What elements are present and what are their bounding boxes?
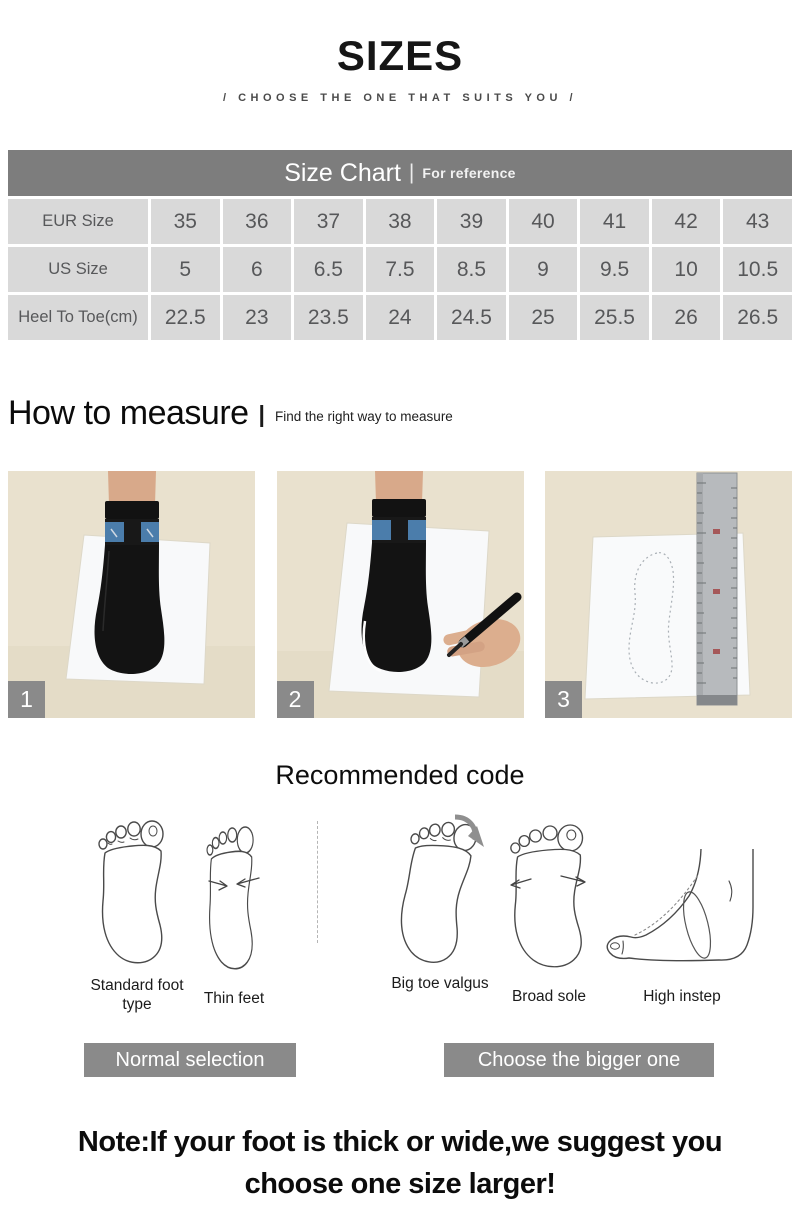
recommended-code-title: Recommended code [275, 760, 525, 790]
size-cell: 26 [649, 292, 721, 340]
size-cell: 39 [434, 199, 506, 244]
measure-steps [8, 471, 792, 718]
how-to-measure-separator: | [258, 401, 265, 427]
foot-type-high-instep [596, 817, 768, 1006]
size-note-line1: Note:If your foot is thick or wide,we suggest you [77, 1126, 723, 1158]
size-note [0, 1121, 800, 1205]
how-to-measure-title: How to measure [8, 394, 249, 432]
high-instep-icon [601, 849, 763, 969]
step3-ruler-measure-image [545, 471, 792, 718]
foot-type-label: Standard foot type [90, 977, 184, 1014]
size-cell: 24 [363, 292, 435, 340]
measure-photo-1 [8, 471, 255, 718]
size-cell: 40 [506, 199, 578, 244]
dashed-divider [317, 821, 318, 943]
how-to-measure-header [8, 394, 792, 433]
big-toe-valgus-icon [391, 813, 489, 965]
step2-trace-outline-image [277, 471, 524, 718]
size-cell: 42 [649, 199, 721, 244]
size-cell: 9.5 [577, 244, 649, 292]
size-cell: 43 [720, 199, 792, 244]
foot-type-valgus [390, 813, 490, 993]
size-cell: 25.5 [577, 292, 649, 340]
page-subtitle: / CHOOSE THE ONE THAT SUITS YOU / [222, 92, 578, 104]
row-label: US Size [8, 244, 148, 292]
measure-photo-3 [545, 471, 792, 718]
thin-foot-icon [197, 823, 271, 971]
size-cell: 10 [649, 244, 721, 292]
step1-foot-on-paper-image [8, 471, 255, 718]
row-label: Heel To Toe(cm) [8, 292, 148, 340]
size-cell: 23 [220, 292, 292, 340]
foot-type-label: Thin feet [203, 990, 265, 1007]
foot-type-broad [492, 817, 606, 1006]
foot-type-diagrams [0, 809, 800, 1029]
broad-sole-icon [499, 821, 599, 969]
how-to-measure-subtitle: Find the right way to measure [274, 409, 453, 424]
size-cell: 6 [220, 244, 292, 292]
size-cell: 6.5 [291, 244, 363, 292]
foot-type-label: High instep [643, 988, 721, 1005]
size-chart-title: Size Chart [284, 158, 401, 187]
normal-selection-label: Normal selection [84, 1043, 296, 1077]
size-chart-header [8, 150, 792, 196]
size-chart-separator: | [408, 161, 415, 184]
size-cell: 35 [148, 199, 220, 244]
size-cell: 7.5 [363, 244, 435, 292]
standard-foot-icon [92, 817, 182, 967]
table-row-heeltoe [8, 292, 792, 340]
size-cell: 25 [506, 292, 578, 340]
size-guide-page [0, 32, 800, 1205]
page-title: SIZES [336, 32, 464, 79]
size-cell: 36 [220, 199, 292, 244]
foot-type-thin [188, 819, 280, 1008]
size-cell: 38 [363, 199, 435, 244]
measure-photo-2 [277, 471, 524, 718]
foot-type-label: Big toe valgus [391, 975, 489, 992]
size-cell: 22.5 [148, 292, 220, 340]
size-note-line2: choose one size larger! [244, 1168, 556, 1201]
step-number-badge: 3 [545, 681, 582, 718]
table-row-eur [8, 199, 792, 244]
row-label: EUR Size [8, 199, 148, 244]
size-cell: 24.5 [434, 292, 506, 340]
recommendation-buttons [0, 1043, 800, 1077]
size-cell: 26.5 [720, 292, 792, 340]
size-cell: 9 [506, 244, 578, 292]
choose-bigger-label: Choose the bigger one [444, 1043, 714, 1077]
size-chart-note: For reference [422, 165, 516, 181]
foot-type-standard [76, 815, 198, 1015]
size-chart-section [8, 150, 792, 340]
page-header [0, 32, 800, 104]
size-cell: 5 [148, 244, 220, 292]
size-cell: 8.5 [434, 244, 506, 292]
step-number-badge: 1 [8, 681, 45, 718]
size-cell: 41 [577, 199, 649, 244]
foot-type-label: Broad sole [511, 988, 587, 1005]
size-cell: 10.5 [720, 244, 792, 292]
step-number-badge: 2 [277, 681, 314, 718]
table-row-us [8, 244, 792, 292]
size-cell: 37 [291, 199, 363, 244]
size-chart-table [8, 199, 792, 340]
size-cell: 23.5 [291, 292, 363, 340]
